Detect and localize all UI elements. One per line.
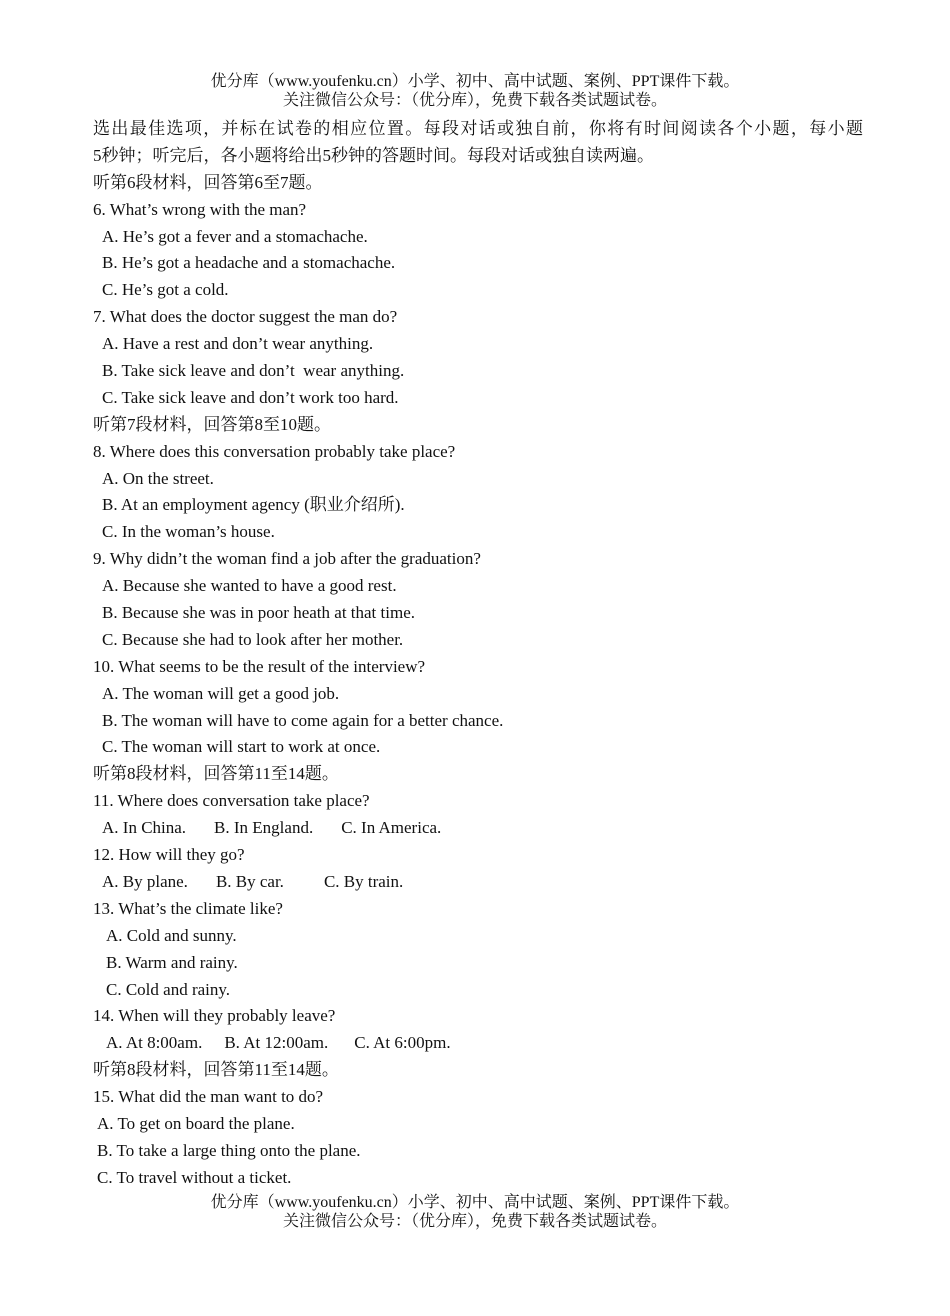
section-heading-6: 听第6段材料，回答第6至7题。 [93,172,323,192]
header-line-2: 关注微信公众号：（优分库），免费下载各类试题试卷。 [282,92,667,109]
question-9-option-a: A. Because she wanted to have a good rest. [102,576,397,596]
question-13-option-c: C. Cold and rainy. [106,979,231,999]
question-14-options [93,1030,863,1057]
question-7-option-b: B. Take sick leave and don’t wear anything. [102,361,405,381]
question-12-option-c: C. By train. [323,871,404,891]
question-9-option-c: C. Because she had to look after her mother. [102,629,404,649]
section-heading-8: 听第8段材料，回答第11至14题。 [93,764,339,784]
question-6-option-c: C. He’s got a cold. [102,280,229,300]
footer-line-1: 优分库（www.youfenku.cn）小学、初中、高中试题、案例、PPT课件下载。 [210,1194,740,1211]
question-6-stem: 6. What’s wrong with the man? [93,199,307,219]
intro-line-1: 选出最佳选项，并标在试卷的相应位置。每段对话或独自前，你将有时间阅读各个小题，每小题 [93,119,863,138]
question-10-option-b: B. The woman will have to come again for a better chance. [102,710,504,730]
question-9-stem: 9. Why didn’t the woman find a job after the graduation? [93,549,481,569]
question-12-option-b: B. By car. [215,871,284,891]
question-13-stem: 13. What’s the climate like? [93,898,283,918]
question-13-option-b: B. Warm and rainy. [106,952,238,972]
question-9-option-b: B. Because she was in poor heath at that time. [102,603,415,623]
question-7-stem: 7. What does the doctor suggest the man do? [93,307,398,327]
question-11-option-b: B. In England. [214,818,314,838]
question-6-option-a: A. He’s got a fever and a stomachache. [102,226,368,246]
intro-line-2: 5秒钟；听完后，各小题将给出5秒钟的答题时间。每段对话或独自读两遍。 [93,145,654,165]
question-8-option-b: B. At an employment agency (职业介绍所). [102,495,405,515]
question-11-options [93,815,863,842]
question-7-option-a: A. Have a rest and don’t wear anything. [102,334,374,354]
question-11-option-c: C. In America. [341,818,442,838]
question-6-option-b: B. He’s got a headache and a stomachache. [102,253,396,273]
question-14-option-b: B. At 12:00am. [224,1033,329,1053]
question-15-stem: 15. What did the man want to do? [93,1087,324,1107]
question-7-option-c: C. Take sick leave and don’t work too hard. [102,387,399,407]
question-10-stem: 10. What seems to be the result of the interview? [93,656,426,676]
question-12-options [93,869,863,896]
question-8-option-c: C. In the woman’s house. [102,522,275,542]
question-8-option-a: A. On the street. [102,468,214,488]
question-11-option-a: A. In China. [102,818,187,838]
question-12-option-a: A. By plane. [102,871,188,891]
footer-line-2: 关注微信公众号：（优分库），免费下载各类试题试卷。 [282,1213,667,1230]
page-header [0,72,950,110]
question-12-stem: 12. How will they go? [93,845,245,865]
question-15-option-c: C. To travel without a ticket. [97,1167,292,1187]
header-line-1: 优分库（www.youfenku.cn）小学、初中、高中试题、案例、PPT课件下载。 [210,73,740,90]
question-14-option-a: A. At 8:00am. [106,1033,203,1053]
question-15-option-b: B. To take a large thing onto the plane. [97,1140,361,1160]
question-15-option-a: A. To get on board the plane. [97,1113,295,1133]
question-10-option-a: A. The woman will get a good job. [102,683,340,703]
question-11-stem: 11. Where does conversation take place? [93,791,370,811]
document-body [93,116,863,1192]
question-8-stem: 8. Where does this conversation probably take place? [93,441,456,461]
question-14-stem: 14. When will they probably leave? [93,1006,336,1026]
question-13-option-a: A. Cold and sunny. [106,925,237,945]
question-14-option-c: C. At 6:00pm. [354,1033,451,1053]
page-footer [0,1193,950,1231]
question-10-option-c: C. The woman will start to work at once. [102,737,381,757]
section-heading-7: 听第7段材料，回答第8至10题。 [93,414,331,434]
section-heading-9: 听第8段材料，回答第11至14题。 [93,1060,339,1080]
